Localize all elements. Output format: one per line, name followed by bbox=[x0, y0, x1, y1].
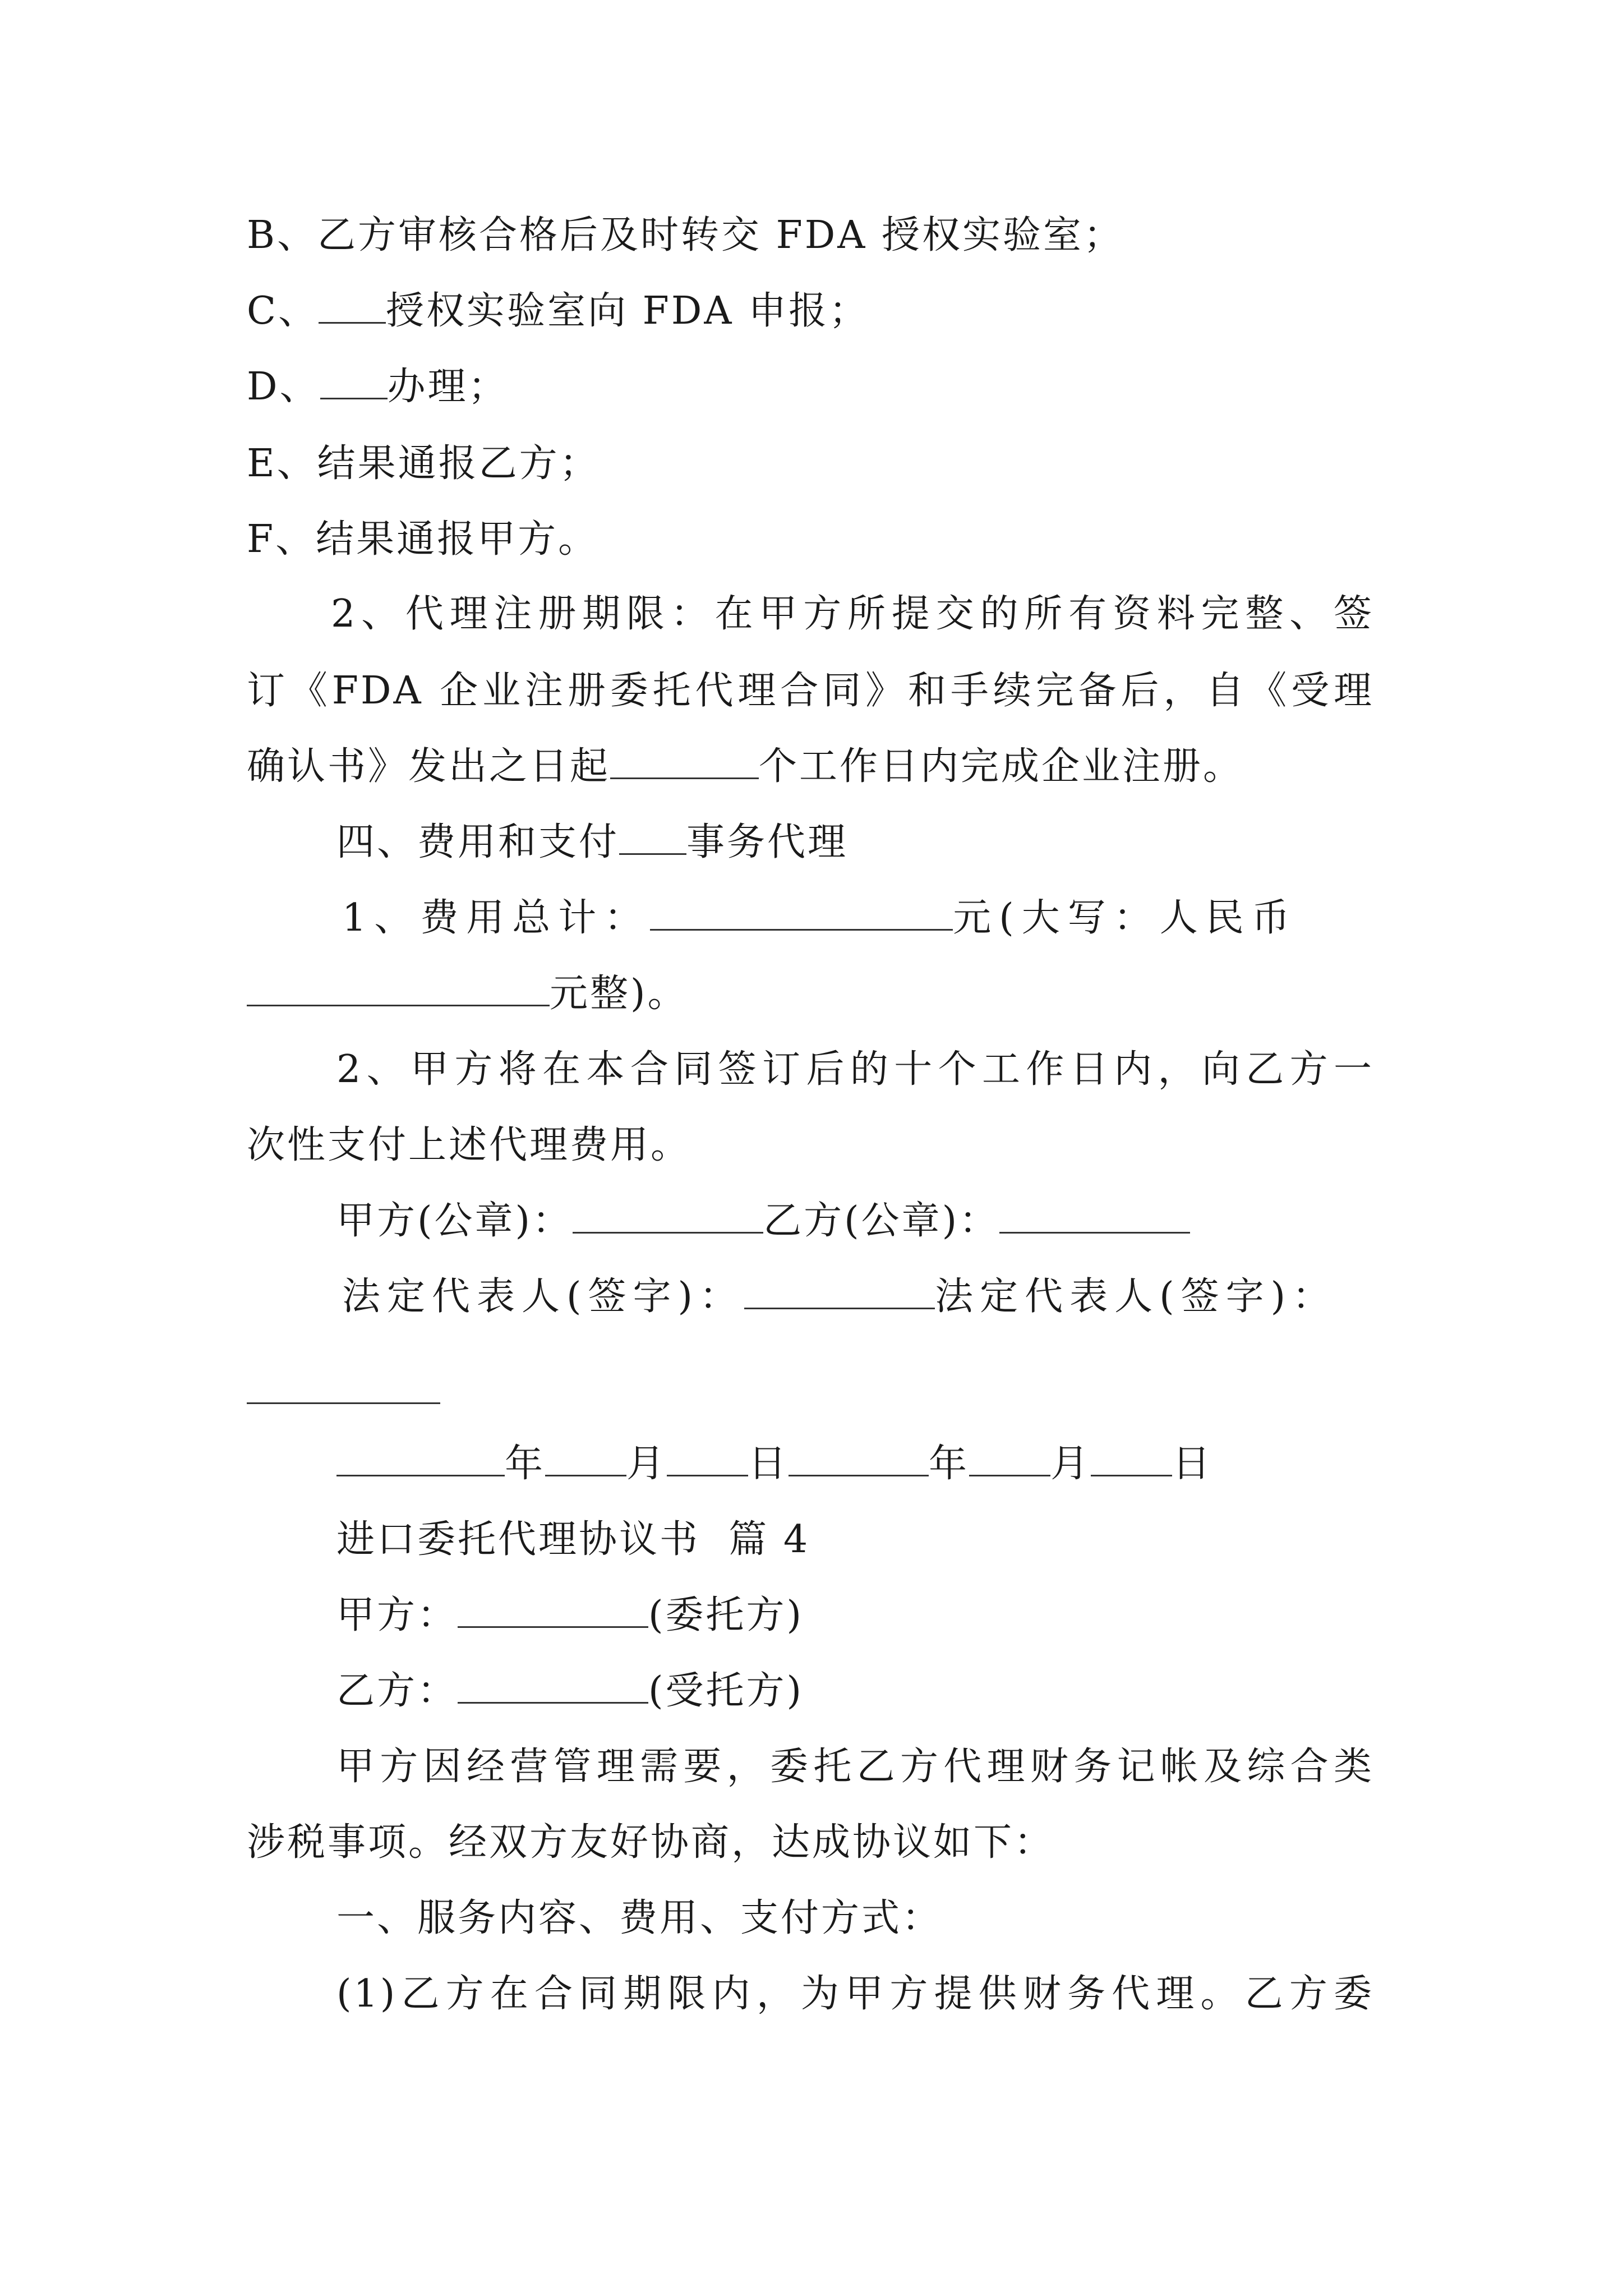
party-b-seal-label: 乙方(公章)： bbox=[763, 1199, 1000, 1243]
text-line: 订《FDA 企业注册委托代理合同》和手续完备后，自《受理 bbox=[247, 669, 1374, 713]
signature-line bbox=[336, 1199, 1190, 1244]
text-line bbox=[247, 744, 1243, 789]
line-text: 四、费用和支付 bbox=[336, 820, 620, 864]
text-line bbox=[247, 365, 509, 409]
party-a-role: (委托方) bbox=[648, 1593, 804, 1637]
year-label: 年 bbox=[929, 1442, 970, 1486]
line-text: 授权实验室向 FDA 申报； bbox=[386, 289, 870, 333]
line-text: 1、费用总计： bbox=[342, 896, 651, 940]
party-a-seal-label: 甲方(公章)： bbox=[336, 1199, 573, 1243]
text-line: E、结果通报乙方； bbox=[247, 441, 600, 486]
text-line bbox=[247, 289, 869, 334]
text-line bbox=[247, 972, 688, 1016]
line-text: 办理； bbox=[387, 365, 509, 409]
text-line bbox=[342, 896, 1298, 941]
text-line: 涉税事项。经双方友好协商，达成协议如下： bbox=[247, 1820, 1055, 1865]
blank-field bbox=[999, 1200, 1190, 1234]
text-line: B、乙方审核合格后及时转交 FDA 授权实验室； bbox=[247, 213, 1124, 257]
line-text: 元整)。 bbox=[550, 972, 688, 1016]
blank-field bbox=[667, 1443, 748, 1476]
document-title: 进口委托代理协议书 篇 4 bbox=[336, 1517, 810, 1562]
rep-a-label: 法定代表人(签字)： bbox=[342, 1274, 745, 1319]
text-line: 2、甲方将在本合同签订后的十个工作日内，向乙方一 bbox=[336, 1047, 1374, 1092]
blank-field bbox=[247, 1402, 440, 1404]
blank-field bbox=[320, 366, 388, 399]
year-label: 年 bbox=[505, 1442, 546, 1486]
signature-line bbox=[342, 1274, 1337, 1319]
text-line: F、结果通报甲方。 bbox=[247, 517, 599, 562]
blank-field bbox=[336, 1443, 505, 1476]
date-line bbox=[336, 1442, 1212, 1487]
section-heading bbox=[336, 820, 848, 865]
blank-field bbox=[650, 898, 953, 931]
party-a-label: 甲方： bbox=[336, 1593, 458, 1637]
blank-field bbox=[1091, 1443, 1172, 1476]
line-text: 元(大写：人民币 bbox=[953, 896, 1298, 940]
party-b-role: (受托方) bbox=[648, 1669, 804, 1713]
month-label: 月 bbox=[626, 1442, 667, 1486]
party-b-line bbox=[336, 1669, 804, 1714]
blank-field bbox=[744, 1276, 935, 1309]
party-a-line bbox=[336, 1593, 804, 1638]
blank-field bbox=[969, 1443, 1050, 1476]
text-line: (1)乙方在合同期限内，为甲方提供财务代理。乙方委 bbox=[336, 1972, 1374, 2016]
line-text: 个工作日内完成企业注册。 bbox=[759, 744, 1244, 789]
blank-field bbox=[247, 973, 550, 1006]
line-prefix: D、 bbox=[247, 365, 320, 409]
line-prefix: C、 bbox=[247, 289, 319, 333]
day-label: 日 bbox=[748, 1442, 789, 1486]
blank-field bbox=[545, 1443, 626, 1476]
rep-b-label: 法定代表人(签字)： bbox=[935, 1274, 1338, 1319]
day-label: 日 bbox=[1172, 1442, 1213, 1486]
blank-field bbox=[573, 1200, 763, 1234]
blank-field bbox=[458, 1595, 648, 1628]
party-b-label: 乙方： bbox=[336, 1669, 458, 1713]
month-label: 月 bbox=[1050, 1442, 1091, 1486]
blank-field bbox=[458, 1671, 648, 1704]
line-text: 事务代理 bbox=[686, 820, 849, 864]
blank-field bbox=[319, 291, 386, 324]
section-heading: 一、服务内容、费用、支付方式： bbox=[336, 1896, 943, 1940]
text-line: 次性支付上述代理费用。 bbox=[247, 1123, 691, 1167]
text-line: 2、代理注册期限：在甲方所提交的所有资料完整、签 bbox=[331, 592, 1374, 636]
line-text: 确认书》发出之日起 bbox=[247, 744, 611, 789]
blank-field bbox=[619, 822, 686, 855]
text-line: 甲方因经营管理需要，委托乙方代理财务记帐及综合类 bbox=[336, 1745, 1374, 1789]
blank-field bbox=[610, 746, 759, 779]
blank-field bbox=[789, 1443, 929, 1476]
